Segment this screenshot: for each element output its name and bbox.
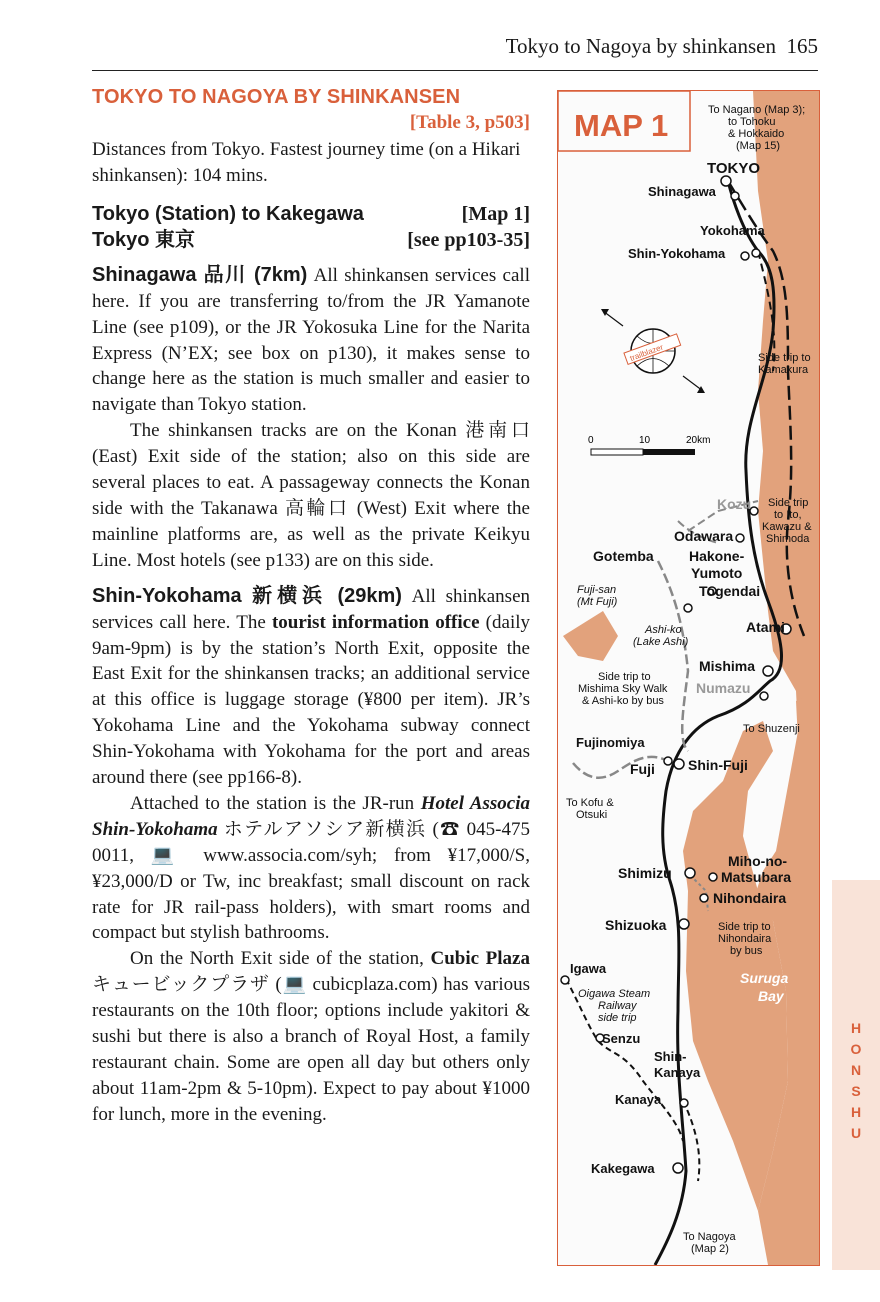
label-fuji: Fuji xyxy=(630,761,655,777)
label-kofu-1: To Kofu & xyxy=(566,797,614,809)
tourist-office-term: tourist information office xyxy=(271,611,480,633)
label-nagano-1: To Nagano (Map 3); xyxy=(708,104,806,116)
side-tab-letter: S xyxy=(851,1083,861,1099)
label-suruga-2: Bay xyxy=(758,988,784,1004)
compass-label: trailblazer xyxy=(628,342,665,363)
section-title: TOKYO TO NAGOYA BY SHINKANSEN xyxy=(92,86,461,108)
cubic-text-a: On the North Exit side of the station, xyxy=(130,948,431,970)
label-shinkanaya-2: Kanaya xyxy=(654,1065,701,1080)
label-gotemba: Gotemba xyxy=(593,548,654,564)
label-shinfuji: Shin-Fuji xyxy=(688,757,748,773)
label-nihondaira-trip-3: by bus xyxy=(730,945,763,957)
label-fujisan-1: Fuji-san xyxy=(577,584,617,596)
map-title: MAP 1 xyxy=(574,108,669,143)
cubic-text-c: キュービックプラザ (💻 cubicplaza.com) has various restaurants on the 10th floor; options include yakitori & sushi but there is also a branch of Royal Host, a family restaurant chain. Some are open all day but others only about 11am-2pm & 5-10pm). Expect to pay about ¥1000 for lunch, more in the evening. xyxy=(92,974,530,1125)
label-hakone-1: Hakone- xyxy=(689,548,745,564)
route-subhead-ref: [Map 1] xyxy=(461,202,530,225)
scale-bar xyxy=(588,435,710,455)
label-yokohama: Yokohama xyxy=(700,223,765,238)
label-shizuoka: Shizuoka xyxy=(605,917,667,933)
side-tab-letter: H xyxy=(850,1104,862,1120)
label-kanaya: Kanaya xyxy=(615,1092,662,1107)
cubic-plaza-paragraph xyxy=(92,946,530,1127)
scale-mid: 10 xyxy=(639,435,651,446)
running-head xyxy=(92,34,818,71)
label-shimizu: Shimizu xyxy=(618,865,672,881)
label-ito-2: to Ito, xyxy=(774,509,802,521)
mt-fuji xyxy=(563,611,618,661)
side-tab-letter: N xyxy=(850,1062,862,1078)
label-nihondaira-trip-2: Nihondaira xyxy=(718,933,772,945)
tokyo-subhead xyxy=(92,227,530,253)
label-mishima: Mishima xyxy=(699,658,756,674)
suruga-bay xyxy=(683,721,788,1211)
side-tab-letter: U xyxy=(850,1125,862,1141)
shinyokohama-heading: Shin-Yokohama 新横浜 (29km) xyxy=(92,584,402,607)
label-atami: Atami xyxy=(746,619,785,635)
label-miho-1: Miho-no- xyxy=(728,853,788,869)
cubic-plaza-name: Cubic Plaza xyxy=(430,948,530,970)
label-hakone-2: Yumoto xyxy=(691,565,743,581)
hotel-paragraph xyxy=(92,791,530,946)
side-tab-letter: O xyxy=(850,1041,862,1057)
label-shuzenji: To Shuzenji xyxy=(743,723,800,735)
running-title: Tokyo to Nagoya by shinkansen 165 xyxy=(505,34,818,58)
side-tab-letter: H xyxy=(850,1020,862,1036)
label-oigawa-2: Railway xyxy=(598,1000,637,1012)
tokyo-subhead-name: Tokyo 東京 xyxy=(92,228,195,251)
label-kofu-2: Otsuki xyxy=(576,809,608,821)
label-senzu: Senzu xyxy=(602,1031,641,1046)
label-igawa: Igawa xyxy=(570,961,607,976)
label-nagano-2: to Tohoku xyxy=(728,116,776,128)
shinyokohama-text-a: All shinkansen services call here. The xyxy=(92,585,531,633)
label-nihondaira: Nihondaira xyxy=(713,890,787,906)
route-map-svg xyxy=(558,91,819,1265)
label-kakegawa: Kakegawa xyxy=(591,1161,655,1176)
label-fujinomiya: Fujinomiya xyxy=(576,735,645,750)
label-togendai: Togendai xyxy=(699,583,761,599)
shinyokohama-text-c: (daily 9am-9pm) is by the station’s North Exit, opposite the East Exit for the shinkansen tracks; an additional service at this office is luggage storage (¥800 per item). JR’s Yokohama Line and the Yokohama subway connect Shin-Yokohama with Yokohama for the port and areas around there (see pp166-8). xyxy=(92,611,531,789)
label-ashiko-2: (Lake Ashi) xyxy=(633,636,689,648)
shinagawa-heading: Shinagawa 品川 (7km) xyxy=(92,263,308,286)
label-nagoya-2: (Map 2) xyxy=(691,1243,729,1255)
label-ito-3: Kawazu & xyxy=(762,521,812,533)
shinagawa-text: All shinkansen services call here. If you are transferring to/from the JR Yamanote Line (see p109), or the JR Yokosuka Line for the Narita Express (N’EX; see box on p130), it makes sense to change here as the station is much smaller and easier to navigate than Tokyo station. xyxy=(92,264,530,416)
section-intro: Distances from Tokyo. Fastest journey time (on a Hikari shinkansen): 104 mins. xyxy=(92,139,521,186)
tokyo-subhead-ref: [see pp103-35] xyxy=(407,228,530,251)
label-numazu: Numazu xyxy=(696,680,751,696)
label-nihondaira-trip-1: Side trip to xyxy=(718,921,771,933)
route-subhead-name: Tokyo (Station) to Kakegawa xyxy=(92,202,364,225)
label-kamakura-2: Kamakura xyxy=(758,364,809,376)
label-oigawa-1: Oigawa Steam xyxy=(578,988,651,1000)
label-nagoya-1: To Nagoya xyxy=(683,1231,736,1243)
label-oigawa-3: side trip xyxy=(598,1012,637,1024)
label-odawara: Odawara xyxy=(674,528,734,544)
label-mishima-trip-2: Mishima Sky Walk xyxy=(578,683,668,695)
label-mishima-trip-1: Side trip to xyxy=(598,671,651,683)
label-shinyokohama: Shin-Yokohama xyxy=(628,246,726,261)
label-shinkanaya-1: Shin- xyxy=(654,1049,687,1064)
section-table-ref: [Table 3, p503] xyxy=(409,112,530,133)
text-column xyxy=(92,86,530,1128)
shinyokohama-paragraph xyxy=(92,584,530,791)
gotemba-line xyxy=(658,561,688,751)
label-nagano-4: (Map 15) xyxy=(736,140,781,152)
label-tokyo: TOKYO xyxy=(707,160,761,177)
label-ito-4: Shimoda xyxy=(766,533,810,545)
hotel-text-c: ホテルアソシア新横浜 (☎ 045-475 0011, 💻 www.associa.com/syh; from ¥17,000/S, ¥23,000/D or Tw, inc breakfast; small discount on rack rate for JR rail-pass holders), with smart rooms and compact but stylish bathrooms. xyxy=(92,818,530,944)
scale-end: 20km xyxy=(686,435,711,446)
label-miho-2: Matsubara xyxy=(721,869,792,885)
label-ito-1: Side trip xyxy=(768,497,809,509)
page-number: 165 xyxy=(786,34,818,58)
label-fujisan-2: (Mt Fuji) xyxy=(577,596,618,608)
label-nagano-3: & Hokkaido xyxy=(728,128,785,140)
honshu-side-tab xyxy=(832,880,880,1270)
label-kamakura-1: Side trip to xyxy=(758,352,811,364)
shinagawa-paragraph xyxy=(92,263,530,418)
label-ashiko-1: Ashi-ko xyxy=(645,624,682,636)
hotel-name: Hotel Associa Shin-Yokohama xyxy=(92,792,530,840)
label-kozu: Kozu xyxy=(717,496,752,512)
shinagawa-paragraph-2: The shinkansen tracks are on the Konan 港南口 (East) Exit side of the station; also on this side are several places to eat. A passageway connects the Konan side with the Takanawa 高輪口 (West) Exit where the mainline platforms are, as well as the private Keikyu Line. Most hotels (see p133) are on this side. xyxy=(92,420,530,571)
hotel-text-a: Attached to the station is the JR-run xyxy=(130,792,421,814)
label-mishima-trip-3: & Ashi-ko by bus xyxy=(582,695,664,707)
label-suruga-1: Suruga xyxy=(740,970,789,986)
label-shinagawa: Shinagawa xyxy=(648,184,716,199)
scale-zero: 0 xyxy=(588,435,594,446)
route-map xyxy=(557,90,820,1266)
compass-icon xyxy=(601,309,705,393)
route-subhead xyxy=(92,201,530,227)
